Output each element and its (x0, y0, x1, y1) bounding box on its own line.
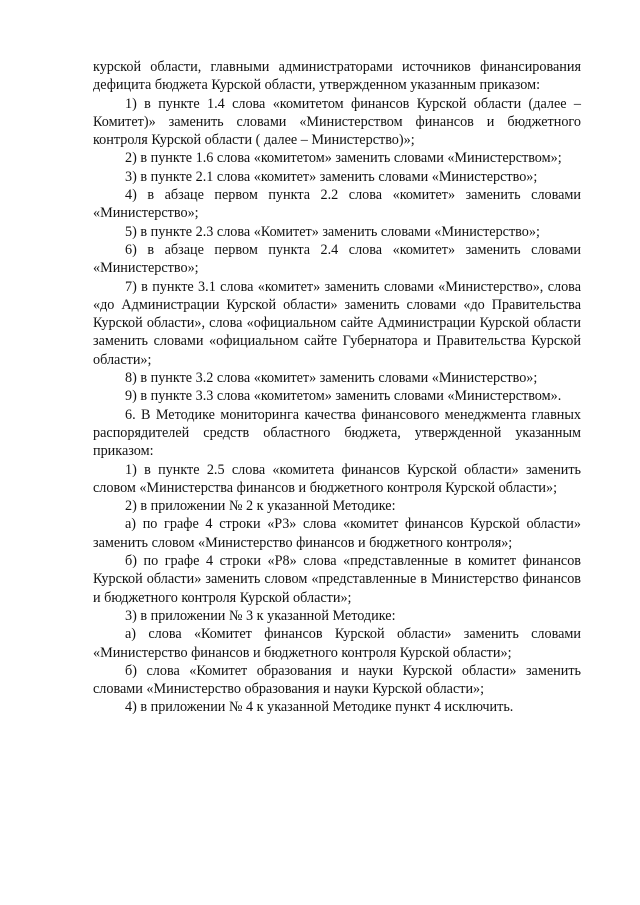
paragraph-appendix-2-b: б) по графе 4 строки «Р8» слова «представленные в комитет финансов Курской области» заменить словом «представленные в Министерство финансов и бюджетного контроля Курской области»; (93, 553, 581, 606)
paragraph-continuation: курской области, главными администраторами источников финансирования дефицита бюджета Курской области, утвержденном указанным приказом: (93, 59, 581, 94)
paragraph-appendix-4: 4) в приложении № 4 к указанной Методике пункт 4 исключить. (125, 699, 514, 716)
paragraph-appendix-2: 2) в приложении № 2 к указанной Методике: (125, 498, 396, 515)
paragraph-item-3-3: 9) в пункте 3.3 слова «комитетом» заменить словами «Министерством». (125, 388, 562, 405)
paragraph-item-3-1: 7) в пункте 3.1 слова «комитет» заменить словами «Министерство», слова «до Администрации Курской области» заменить словами «до Правительства Курской области», слова «официальном сайте Администрации Курской области заменить словами «официальном сайте Губернатора и Правительства Курской области»; (93, 278, 581, 368)
document-page (93, 58, 581, 717)
paragraph-item-2-2: 4) в абзаце первом пункта 2.2 слова «комитет» заменить словами «Министерство»; (93, 187, 581, 222)
paragraph-appendix-3-a: а) слова «Комитет финансов Курской области» заменить словами «Министерство финансов и бюджетного контроля Курской области»; (93, 626, 581, 661)
paragraph-item-3-2: 8) в пункте 3.2 слова «комитет» заменить словами «Министерство»; (125, 370, 538, 387)
paragraph-item-2-4: 6) в абзаце первом пункта 2.4 слова «комитет» заменить словами «Министерство»; (93, 241, 581, 277)
paragraph-appendix-2-a: а) по графе 4 строки «Р3» слова «комитет финансов Курской области» заменить словом «Министерство финансов и бюджетного контроля»; (93, 516, 581, 551)
paragraph-item-1-6: 2) в пункте 1.6 слова «комитетом» заменить словами «Министерством»; (125, 150, 562, 167)
paragraph-section-6: 6. В Методике мониторинга качества финансового менеджмента главных распорядителей средств областного бюджета, утвержденной указанным приказом: (93, 406, 581, 460)
paragraph-appendix-3-b: б) слова «Комитет образования и науки Курской области» заменить словами «Министерство образования и науки Курской области»; (93, 662, 581, 698)
paragraph-appendix-3: 3) в приложении № 3 к указанной Методике: (125, 607, 396, 624)
paragraph-item-2-1: 3) в пункте 2.1 слова «комитет» заменить словами «Министерство»; (125, 168, 538, 185)
paragraph-item-1-4: 1) в пункте 1.4 слова «комитетом финансов Курской области (далее – Комитет)» заменить словами «Министерством финансов и бюджетного контроля Курской области ( далее – Министерство)»; (93, 95, 581, 149)
paragraph-item-2-3: 5) в пункте 2.3 слова «Комитет» заменить словами «Министерство»; (125, 223, 540, 240)
paragraph-item-2-5: 1) в пункте 2.5 слова «комитета финансов Курской области» заменить словом «Министерства финансов и бюджетного контроля Курской области»; (93, 461, 581, 496)
